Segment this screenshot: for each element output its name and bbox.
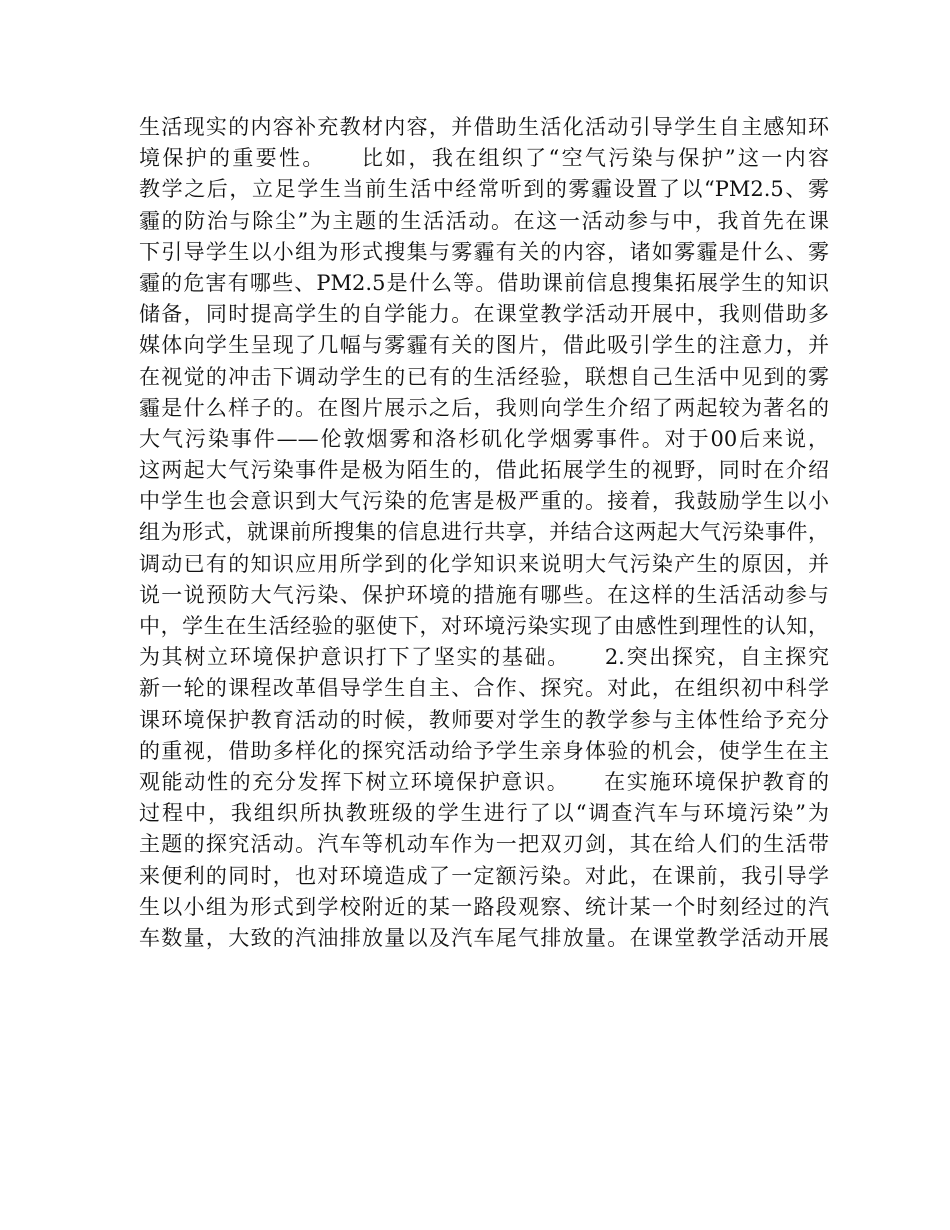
text-line: 下引导学生以小组为形式搜集与雾霾有关的内容，诸如雾霾是什么、雾 xyxy=(139,239,829,264)
text-line: 课环境保护教育活动的时候，教师要对学生的教学参与主体性给予充分 xyxy=(139,707,829,732)
text-line: 这两起大气污染事件是极为陌生的，借此拓展学生的视野，同时在介绍 xyxy=(139,458,829,483)
text-line: 观能动性的充分发挥下树立环境保护意识。 在实施环境保护教育的 xyxy=(139,769,829,794)
text-line: 主题的探究活动。汽车等机动车作为一把双刃剑，其在给人们的生活带 xyxy=(139,832,829,857)
text-line: 车数量，大致的汽油排放量以及汽车尾气排放量。在课堂教学活动开展 xyxy=(139,925,829,950)
text-line: 霾的危害有哪些、PM2.5是什么等。借助课前信息搜集拓展学生的知识 xyxy=(139,270,829,295)
text-line: 组为形式，就课前所搜集的信息进行共享，并结合这两起大气污染事件， xyxy=(139,520,829,545)
text-line: 过程中，我组织所执教班级的学生进行了以“调查汽车与环境污染”为 xyxy=(139,801,829,826)
text-line: 大气污染事件——伦敦烟雾和洛杉矶化学烟雾事件。对于00后来说， xyxy=(139,426,829,451)
text-line: 霾是什么样子的。在图片展示之后，我则向学生介绍了两起较为著名的 xyxy=(139,395,829,420)
text-line: 在视觉的冲击下调动学生的已有的生活经验，联想自己生活中见到的雾 xyxy=(139,364,829,389)
text-line: 中学生也会意识到大气污染的危害是极严重的。接着，我鼓励学生以小 xyxy=(139,489,829,514)
text-line: 霾的防治与除尘”为主题的生活活动。在这一活动参与中，我首先在课 xyxy=(139,208,829,233)
text-line: 说一说预防大气污染、保护环境的措施有哪些。在这样的生活活动参与 xyxy=(139,582,829,607)
text-line: 生以小组为形式到学校附近的某一路段观察、统计某一个时刻经过的汽 xyxy=(139,894,829,919)
body-text xyxy=(139,112,829,954)
text-line: 调动已有的知识应用所学到的化学知识来说明大气污染产生的原因，并 xyxy=(139,551,829,576)
text-line: 生活现实的内容补充教材内容，并借助生活化活动引导学生自主感知环 xyxy=(139,115,829,139)
text-line: 的重视，借助多样化的探究活动给予学生亲身体验的机会，使学生在主 xyxy=(139,738,829,763)
text-line: 境保护的重要性。 比如，我在组织了“空气污染与保护”这一内容 xyxy=(139,146,829,171)
text-line: 新一轮的课程改革倡导学生自主、合作、探究。对此，在组织初中科学 xyxy=(139,676,829,701)
text-line: 来便利的同时，也对环境造成了一定额污染。对此，在课前，我引导学 xyxy=(139,863,829,888)
text-line: 媒体向学生呈现了几幅与雾霾有关的图片，借此吸引学生的注意力，并 xyxy=(139,333,829,358)
text-line: 储备，同时提高学生的自学能力。在课堂教学活动开展中，我则借助多 xyxy=(139,302,829,327)
text-line: 教学之后，立足学生当前生活中经常听到的雾霾设置了以“PM2.5、雾 xyxy=(139,177,829,202)
text-line: 为其树立环境保护意识打下了坚实的基础。 2.突出探究，自主探究 xyxy=(139,645,829,670)
text-line: 中，学生在生活经验的驱使下，对环境污染实现了由感性到理性的认知， xyxy=(139,614,829,638)
